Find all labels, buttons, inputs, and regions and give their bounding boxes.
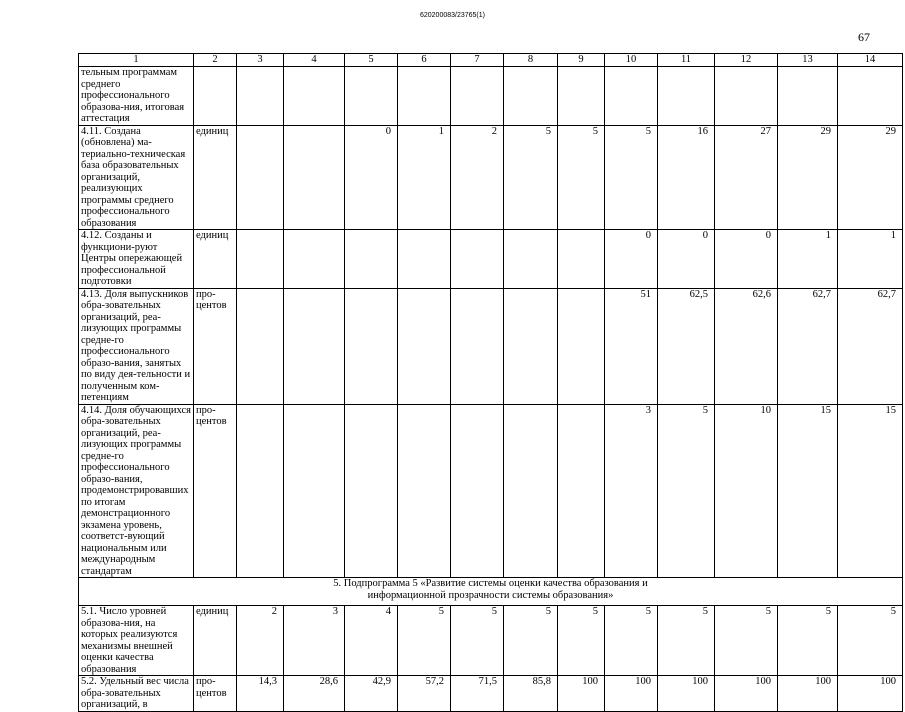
value-cell: 5 bbox=[558, 125, 605, 230]
value-cell bbox=[284, 288, 345, 404]
value-cell: 5 bbox=[838, 606, 903, 676]
value-cell: 100 bbox=[778, 676, 838, 712]
column-number: 7 bbox=[451, 54, 504, 67]
table-row bbox=[79, 676, 903, 712]
value-cell: 5 bbox=[558, 606, 605, 676]
value-cell: 5 bbox=[778, 606, 838, 676]
value-cell bbox=[558, 67, 605, 126]
indicator-description: 4.13. Доля выпускников обра-зовательных организаций, реа-лизующих программы средне-го профессионального образо-вания, занятых по виду дея-тельности и полученным ком-петенциям bbox=[79, 288, 194, 404]
value-cell bbox=[451, 288, 504, 404]
column-number: 9 bbox=[558, 54, 605, 67]
table-row bbox=[79, 230, 903, 289]
value-cell bbox=[345, 288, 398, 404]
value-cell: 100 bbox=[715, 676, 778, 712]
value-cell: 62,6 bbox=[715, 288, 778, 404]
value-cell: 0 bbox=[715, 230, 778, 289]
indicator-description: 5.1. Число уровней образова-ния, на которых реализуются механизмы внешней оценки качества образования bbox=[79, 606, 194, 676]
column-number: 5 bbox=[345, 54, 398, 67]
unit-cell bbox=[194, 67, 237, 126]
column-number: 12 bbox=[715, 54, 778, 67]
value-cell: 57,2 bbox=[398, 676, 451, 712]
value-cell: 3 bbox=[605, 404, 658, 578]
value-cell: 3 bbox=[284, 606, 345, 676]
value-cell bbox=[398, 404, 451, 578]
unit-cell: единиц bbox=[194, 606, 237, 676]
value-cell bbox=[284, 404, 345, 578]
page-number: 67 bbox=[858, 30, 870, 44]
value-cell: 100 bbox=[838, 676, 903, 712]
section-title bbox=[79, 578, 903, 606]
value-cell bbox=[558, 230, 605, 289]
value-cell bbox=[504, 230, 558, 289]
value-cell: 0 bbox=[345, 125, 398, 230]
value-cell bbox=[778, 67, 838, 126]
indicators-table bbox=[78, 53, 903, 712]
value-cell bbox=[398, 230, 451, 289]
unit-cell: про-центов bbox=[194, 404, 237, 578]
column-number: 2 bbox=[194, 54, 237, 67]
indicator-description: тельным программам среднего профессионального образова-ния, итоговая аттестация bbox=[79, 67, 194, 126]
value-cell: 5 bbox=[715, 606, 778, 676]
unit-cell: про-центов bbox=[194, 676, 237, 712]
value-cell bbox=[345, 67, 398, 126]
value-cell: 71,5 bbox=[451, 676, 504, 712]
value-cell: 5 bbox=[658, 404, 715, 578]
value-cell bbox=[237, 288, 284, 404]
column-number: 11 bbox=[658, 54, 715, 67]
value-cell: 85,8 bbox=[504, 676, 558, 712]
document-id: 620200083/23765(1) bbox=[419, 12, 485, 19]
value-cell: 100 bbox=[658, 676, 715, 712]
column-number-row bbox=[79, 54, 903, 67]
value-cell bbox=[451, 230, 504, 289]
value-cell bbox=[558, 288, 605, 404]
indicator-description: 4.11. Создана (обновлена) ма-териально-техническая база образовательных организаций, реализующих программы среднего профессионального образования bbox=[79, 125, 194, 230]
value-cell: 5 bbox=[451, 606, 504, 676]
value-cell bbox=[345, 230, 398, 289]
column-number: 8 bbox=[504, 54, 558, 67]
value-cell bbox=[237, 404, 284, 578]
value-cell bbox=[284, 125, 345, 230]
column-number: 6 bbox=[398, 54, 451, 67]
value-cell: 0 bbox=[658, 230, 715, 289]
indicator-description: 4.12. Созданы и функциони-руют Центры опережающей профессиональной подготовки bbox=[79, 230, 194, 289]
value-cell: 4 bbox=[345, 606, 398, 676]
value-cell bbox=[284, 230, 345, 289]
value-cell: 100 bbox=[605, 676, 658, 712]
value-cell bbox=[715, 67, 778, 126]
value-cell: 5 bbox=[398, 606, 451, 676]
value-cell: 51 bbox=[605, 288, 658, 404]
column-number: 13 bbox=[778, 54, 838, 67]
value-cell bbox=[451, 404, 504, 578]
value-cell bbox=[504, 404, 558, 578]
value-cell: 1 bbox=[778, 230, 838, 289]
value-cell: 27 bbox=[715, 125, 778, 230]
column-number: 14 bbox=[838, 54, 903, 67]
value-cell: 15 bbox=[778, 404, 838, 578]
table-row bbox=[79, 288, 903, 404]
value-cell bbox=[838, 67, 903, 126]
value-cell: 5 bbox=[605, 125, 658, 230]
value-cell bbox=[451, 67, 504, 126]
unit-cell: единиц bbox=[194, 125, 237, 230]
value-cell: 2 bbox=[451, 125, 504, 230]
value-cell: 42,9 bbox=[345, 676, 398, 712]
unit-cell: про-центов bbox=[194, 288, 237, 404]
value-cell: 29 bbox=[778, 125, 838, 230]
value-cell bbox=[398, 288, 451, 404]
value-cell bbox=[658, 67, 715, 126]
column-number: 10 bbox=[605, 54, 658, 67]
column-number: 4 bbox=[284, 54, 345, 67]
value-cell: 0 bbox=[605, 230, 658, 289]
table-row bbox=[79, 67, 903, 126]
table-row bbox=[79, 606, 903, 676]
value-cell: 5 bbox=[504, 606, 558, 676]
value-cell: 62,7 bbox=[778, 288, 838, 404]
table-row bbox=[79, 125, 903, 230]
value-cell: 1 bbox=[398, 125, 451, 230]
column-number: 1 bbox=[79, 54, 194, 67]
value-cell bbox=[345, 404, 398, 578]
section-header-row bbox=[79, 578, 903, 606]
value-cell bbox=[237, 125, 284, 230]
value-cell: 2 bbox=[237, 606, 284, 676]
value-cell: 62,7 bbox=[838, 288, 903, 404]
indicator-description: 5.2. Удельный вес числа обра-зовательных организаций, в bbox=[79, 676, 194, 712]
value-cell: 28,6 bbox=[284, 676, 345, 712]
value-cell: 10 bbox=[715, 404, 778, 578]
value-cell bbox=[237, 230, 284, 289]
value-cell: 5 bbox=[504, 125, 558, 230]
value-cell: 16 bbox=[658, 125, 715, 230]
value-cell bbox=[237, 67, 284, 126]
value-cell: 100 bbox=[558, 676, 605, 712]
value-cell bbox=[605, 67, 658, 126]
value-cell bbox=[504, 288, 558, 404]
value-cell: 29 bbox=[838, 125, 903, 230]
value-cell: 5 bbox=[658, 606, 715, 676]
table-row bbox=[79, 404, 903, 578]
column-number: 3 bbox=[237, 54, 284, 67]
section-title-line: 5. Подпрограмма 5 «Развитие системы оценки качества образования и bbox=[333, 578, 648, 589]
value-cell: 5 bbox=[605, 606, 658, 676]
unit-cell: единиц bbox=[194, 230, 237, 289]
value-cell bbox=[398, 67, 451, 126]
value-cell bbox=[558, 404, 605, 578]
section-title-line: информационной прозрачности системы образования» bbox=[367, 589, 614, 601]
value-cell: 1 bbox=[838, 230, 903, 289]
value-cell bbox=[504, 67, 558, 126]
value-cell: 15 bbox=[838, 404, 903, 578]
value-cell: 62,5 bbox=[658, 288, 715, 404]
indicator-description: 4.14. Доля обучающихся обра-зовательных организаций, реа-лизующих программы средне-го профессионального образо-вания, продемонстрировавших по итогам демонстрационного экзамена уровень, соответст-вующий национальным или международным стандартам bbox=[79, 404, 194, 578]
value-cell: 14,3 bbox=[237, 676, 284, 712]
value-cell bbox=[284, 67, 345, 126]
